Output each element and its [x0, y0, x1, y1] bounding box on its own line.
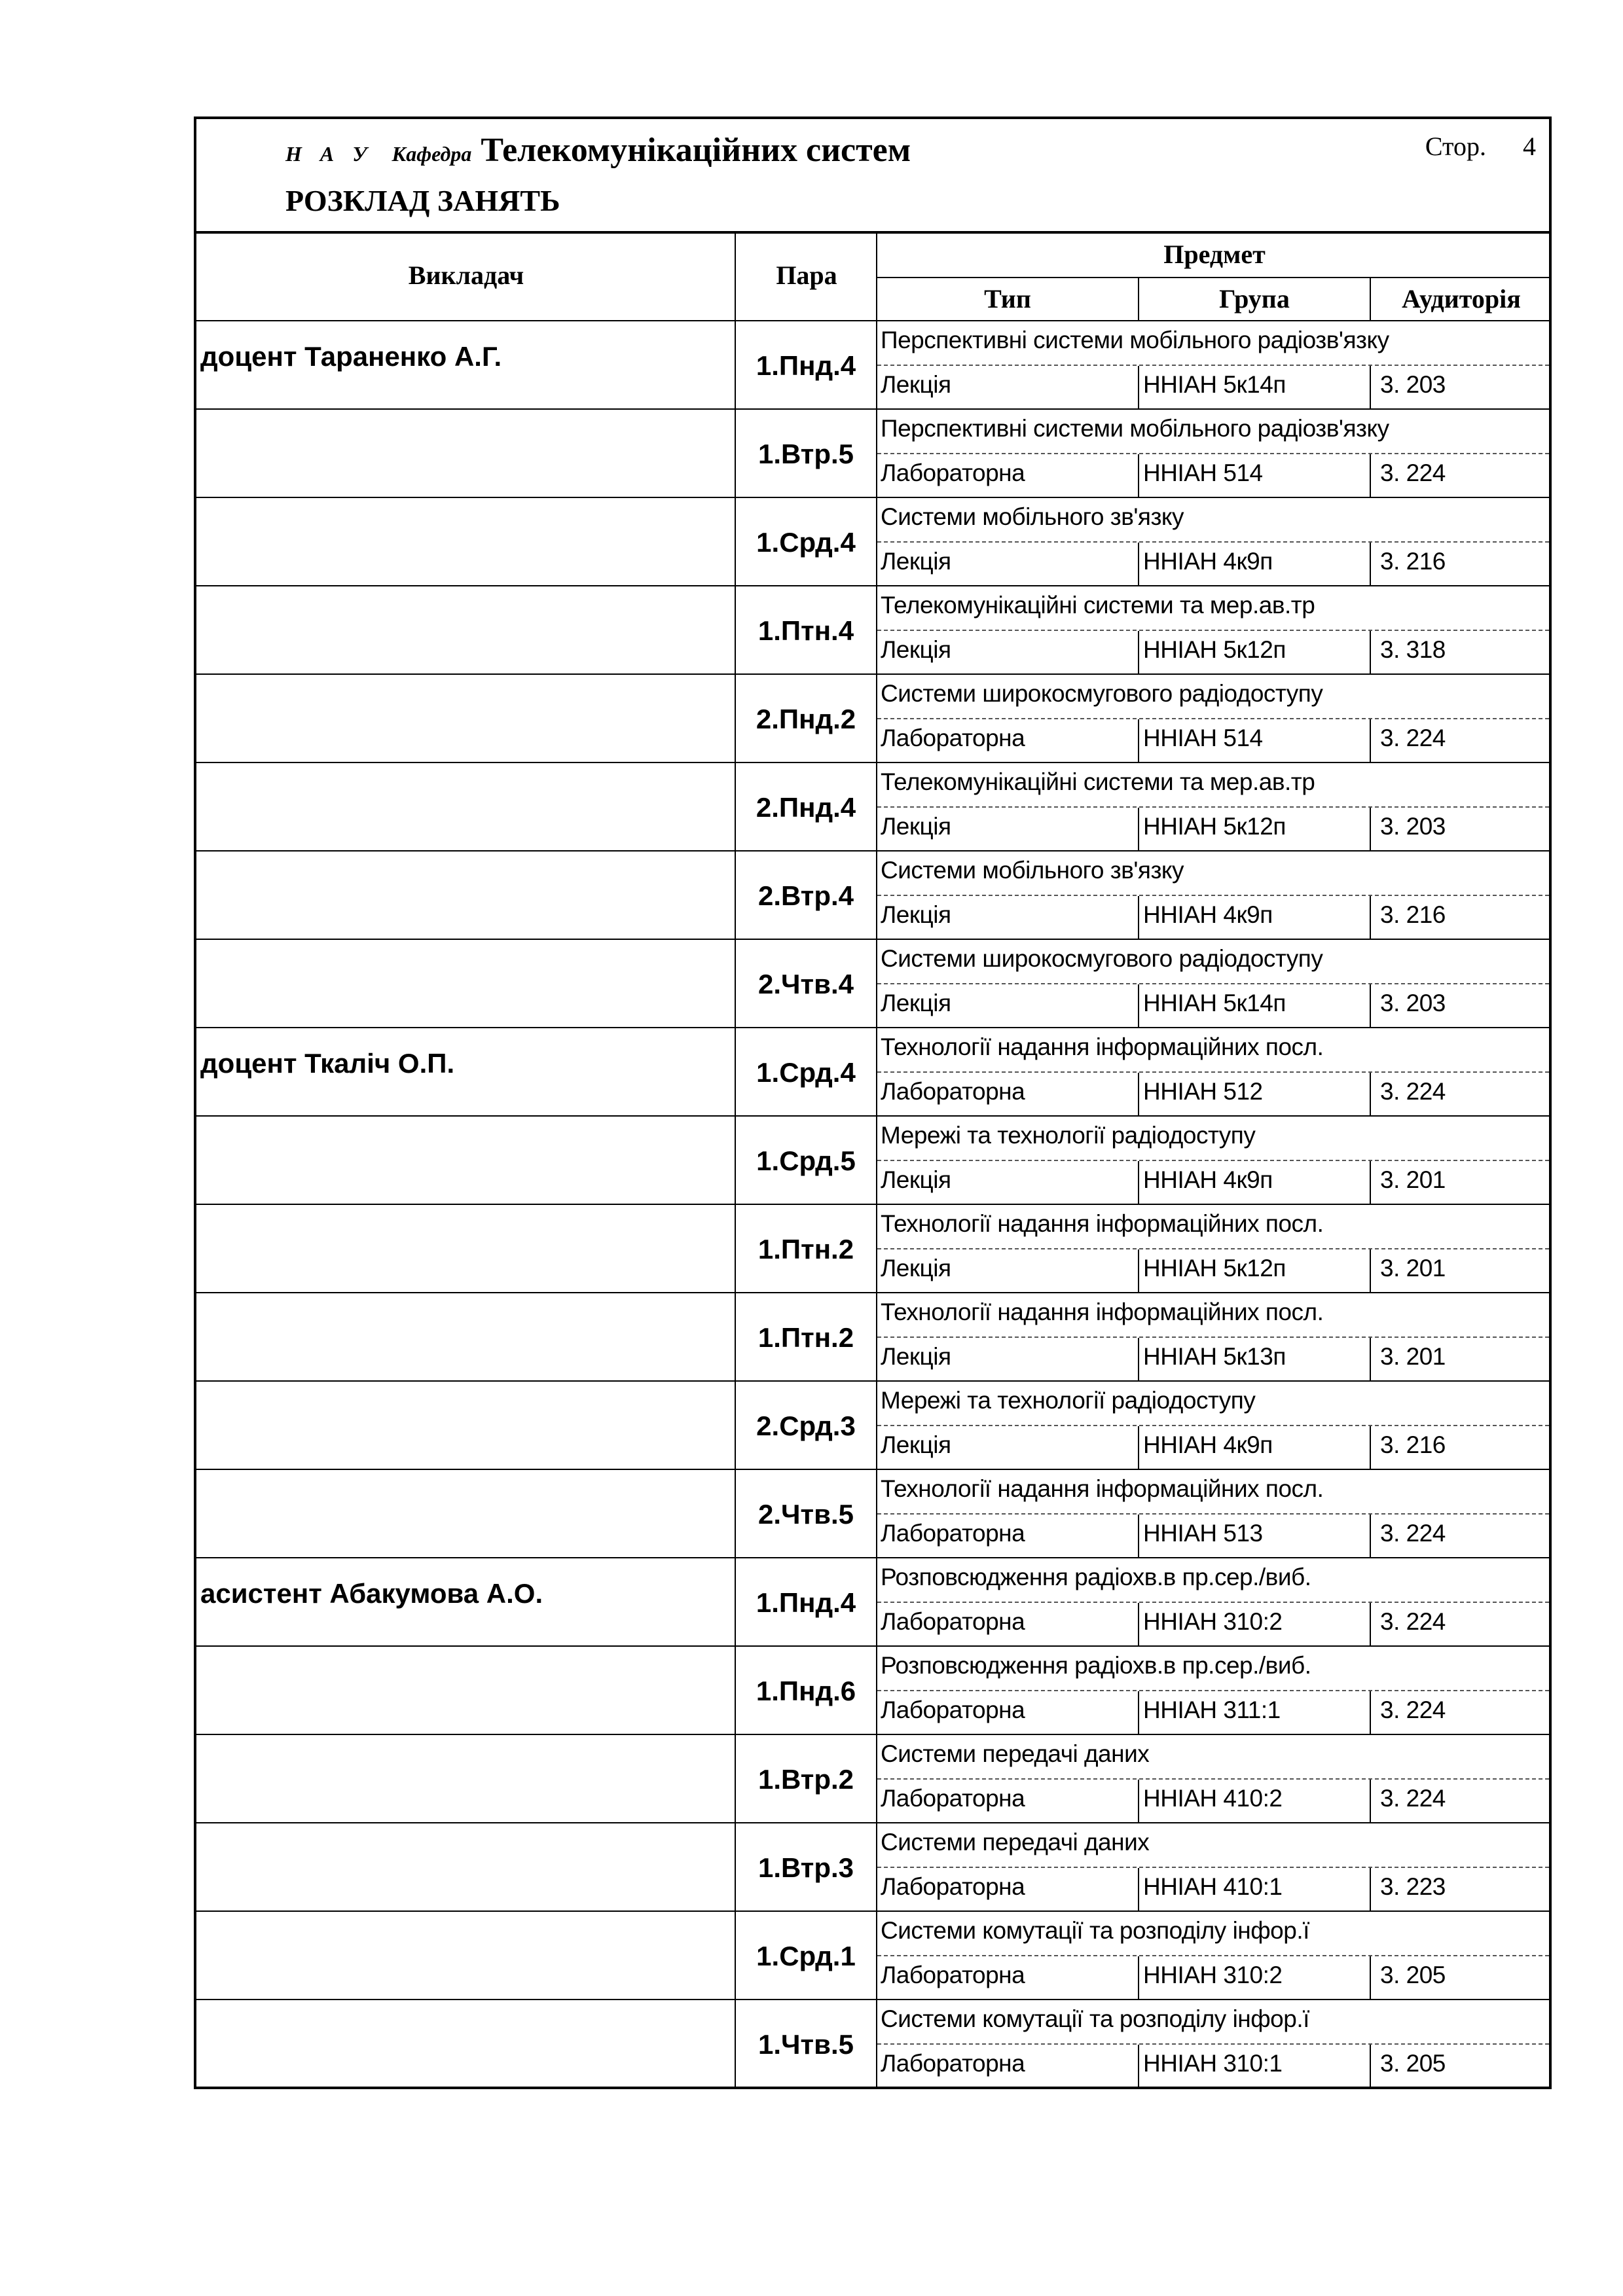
para-cell: 1.Пнд.4 [756, 350, 856, 381]
group-code: ННІАН 5к14п [1143, 990, 1286, 1016]
schedule-row [196, 1647, 1549, 1735]
room-number: 3. 224 [1380, 725, 1446, 751]
lesson-type: Лабораторна [881, 1873, 1025, 1900]
schedule-row [196, 1823, 1549, 1912]
group-room-divider [1370, 1426, 1371, 1470]
type-group-divider [1138, 1780, 1139, 1823]
type-group-divider [1138, 808, 1139, 852]
lesson-type: Лабораторна [881, 459, 1025, 486]
teacher-name: доцент Тараненко А.Г. [200, 341, 502, 372]
subject-name: Розповсюдження радіохв.в пр.сер./виб. [881, 1564, 1311, 1590]
para-cell: 2.Втр.4 [757, 880, 854, 911]
lesson-type: Лекція [881, 371, 951, 398]
type-group-divider [1138, 1249, 1139, 1293]
subject-divider [877, 2043, 1549, 2045]
group-room-divider [1370, 984, 1371, 1028]
room-number: 3. 224 [1380, 1520, 1446, 1547]
department-label: Кафедра [392, 142, 472, 166]
schedule-row [196, 1912, 1549, 2000]
para-cell: 1.Птн.2 [757, 1233, 854, 1265]
subject-divider [877, 541, 1549, 543]
type-group-divider [1138, 896, 1139, 940]
group-code: ННІАН 5к12п [1143, 1255, 1286, 1282]
lesson-type: Лекція [881, 1343, 951, 1370]
schedule-row [196, 1735, 1549, 1823]
room-number: 3. 224 [1380, 459, 1446, 486]
group-room-divider [1370, 1956, 1371, 2000]
schedule-row [196, 2000, 1549, 2089]
group-code: ННІАН 4к9п [1143, 901, 1273, 928]
subject-name: Системи мобільного зв'язку [881, 857, 1184, 884]
page-indicator [1425, 131, 1536, 162]
schedule-row [196, 1470, 1549, 1558]
lesson-type: Лабораторна [881, 1608, 1025, 1635]
schedule-row [196, 1558, 1549, 1647]
university-abbrev: Н А У [285, 142, 374, 166]
type-group-divider [1138, 1691, 1139, 1735]
schedule-row [196, 675, 1549, 763]
para-cell: 1.Втр.2 [757, 1763, 854, 1795]
para-cell: 1.Птн.4 [757, 615, 854, 646]
room-number: 3. 203 [1380, 371, 1446, 398]
lesson-type: Лабораторна [881, 2050, 1025, 2077]
group-code: ННІАН 310:1 [1143, 2050, 1283, 2077]
column-header [196, 234, 1549, 321]
subject-divider [877, 1160, 1549, 1161]
group-room-divider [1370, 719, 1371, 763]
schedule-row [196, 1205, 1549, 1293]
room-number: 3. 201 [1380, 1166, 1446, 1193]
type-group-divider [1138, 984, 1139, 1028]
group-code: ННІАН 5к12п [1143, 636, 1286, 663]
group-room-divider [1370, 808, 1371, 852]
schedule-row [196, 852, 1549, 940]
page-label: Стор. [1425, 132, 1486, 161]
subject-divider [877, 1248, 1549, 1249]
para-cell: 1.Втр.5 [757, 438, 854, 469]
subject-header-divider [877, 277, 1549, 278]
group-room-divider [1370, 1161, 1371, 1205]
subject-divider [877, 1602, 1549, 1603]
subject-name: Телекомунікаційні системи та мер.ав.тр [881, 768, 1315, 795]
subject-divider [877, 1071, 1549, 1073]
group-room-divider [1370, 1868, 1371, 1912]
group-room-divider [1370, 1691, 1371, 1735]
lesson-type: Лекція [881, 548, 951, 575]
schedule-row [196, 1293, 1549, 1382]
room-number: 3. 216 [1380, 901, 1446, 928]
para-cell: 1.Втр.3 [757, 1852, 854, 1883]
subject-name: Системи передачі даних [881, 1829, 1150, 1856]
page-title: РОЗКЛАД ЗАНЯТЬ [285, 184, 560, 217]
group-room-divider [1370, 543, 1371, 586]
group-code: ННІАН 5к14п [1143, 371, 1286, 398]
para-cell: 1.Срд.1 [756, 1940, 856, 1971]
room-number: 3. 223 [1380, 1873, 1446, 1900]
lesson-type: Лабораторна [881, 1785, 1025, 1812]
group-code: ННІАН 4к9п [1143, 1431, 1273, 1458]
group-room-divider [1370, 1073, 1371, 1117]
lesson-type: Лекція [881, 813, 951, 840]
type-group-divider [1138, 543, 1139, 586]
lesson-type: Лекція [881, 636, 951, 663]
department-name: Телекомунікаційних систем [481, 132, 911, 169]
teacher-name: доцент Ткаліч О.П. [200, 1048, 455, 1079]
para-cell: 2.Пнд.2 [756, 703, 856, 734]
schedule-row [196, 410, 1549, 498]
room-number: 3. 201 [1380, 1255, 1446, 1282]
column-header-group: Група [1219, 284, 1290, 314]
subject-name: Мережі та технології радіодоступу [881, 1122, 1256, 1149]
para-cell: 1.Срд.4 [756, 526, 856, 558]
para-cell: 2.Чтв.4 [758, 968, 854, 999]
subject-divider [877, 983, 1549, 984]
type-group-divider [1138, 631, 1139, 675]
room-number: 3. 205 [1380, 1962, 1446, 1988]
type-group-divider [1138, 366, 1139, 410]
room-number: 3. 201 [1380, 1343, 1446, 1370]
column-header-para: Пара [776, 260, 837, 290]
group-code: ННІАН 410:2 [1143, 1785, 1283, 1812]
subject-divider [877, 1425, 1549, 1426]
lesson-type: Лекція [881, 1431, 951, 1458]
room-number: 3. 224 [1380, 1608, 1446, 1635]
group-code: ННІАН 513 [1143, 1520, 1263, 1547]
header-line [285, 131, 911, 170]
subject-divider [877, 1867, 1549, 1868]
type-group-divider [1138, 454, 1139, 498]
group-code: ННІАН 4к9п [1143, 548, 1273, 575]
lesson-type: Лабораторна [881, 1078, 1025, 1105]
group-room-divider [1370, 1515, 1371, 1558]
subject-name: Телекомунікаційні системи та мер.ав.тр [881, 592, 1315, 619]
subject-divider [877, 1955, 1549, 1956]
type-group-divider [1138, 2045, 1139, 2089]
group-code: ННІАН 311:1 [1143, 1696, 1281, 1723]
group-room-divider [1370, 896, 1371, 940]
lesson-type: Лабораторна [881, 1696, 1025, 1723]
subject-divider [877, 1513, 1549, 1515]
room-number: 3. 203 [1380, 990, 1446, 1016]
subject-divider [877, 1690, 1549, 1691]
column-header-type: Тип [984, 284, 1031, 314]
document-header [196, 119, 1549, 234]
subject-name: Системи комутації та розподілу інфор.ї [881, 1917, 1309, 1944]
subject-name: Системи широкосмугового радіодоступу [881, 680, 1323, 707]
subject-divider [877, 895, 1549, 896]
group-room-divider [1370, 1249, 1371, 1293]
para-cell: 1.Срд.4 [756, 1056, 856, 1088]
teacher-name: асистент Абакумова А.О. [200, 1578, 543, 1609]
para-cell: 1.Чтв.5 [758, 2028, 854, 2060]
room-number: 3. 224 [1380, 1078, 1446, 1105]
subject-name: Системи мобільного зв'язку [881, 503, 1184, 530]
para-cell: 2.Чтв.5 [758, 1498, 854, 1530]
lesson-type: Лабораторна [881, 725, 1025, 751]
room-number: 3. 224 [1380, 1696, 1446, 1723]
group-code: ННІАН 5к12п [1143, 813, 1286, 840]
group-room-divider [1370, 1780, 1371, 1823]
column-header-subject: Предмет [1163, 240, 1266, 269]
para-cell: 1.Пнд.4 [756, 1587, 856, 1618]
type-group-divider [1138, 1868, 1139, 1912]
type-group-divider [1138, 1073, 1139, 1117]
group-code: ННІАН 310:2 [1143, 1608, 1283, 1635]
subject-name: Мережі та технології радіодоступу [881, 1387, 1256, 1414]
para-cell: 1.Пнд.6 [756, 1675, 856, 1706]
schedule-row [196, 940, 1549, 1028]
room-number: 3. 216 [1380, 548, 1446, 575]
group-code: ННІАН 5к13п [1143, 1343, 1286, 1370]
subject-divider [877, 630, 1549, 631]
room-number: 3. 318 [1380, 636, 1446, 663]
subject-name: Системи комутації та розподілу інфор.ї [881, 2005, 1309, 2032]
schedule-row [196, 1382, 1549, 1470]
subject-name: Системи широкосмугового радіодоступу [881, 945, 1323, 972]
room-number: 3. 216 [1380, 1431, 1446, 1458]
column-header-room: Аудиторія [1402, 284, 1521, 314]
group-code: ННІАН 514 [1143, 725, 1263, 751]
para-cell: 1.Срд.5 [756, 1145, 856, 1176]
para-cell: 2.Срд.3 [756, 1410, 856, 1441]
group-room-divider [1370, 1338, 1371, 1382]
type-group-divider [1138, 719, 1139, 763]
group-code: ННІАН 4к9п [1143, 1166, 1273, 1193]
schedule-sheet [194, 117, 1552, 2089]
subject-name: Перспективні системи мобільного радіозв'язку [881, 327, 1389, 353]
page-number: 4 [1523, 132, 1536, 161]
type-group-divider [1138, 1603, 1139, 1647]
subject-divider [877, 1336, 1549, 1338]
group-code: ННІАН 514 [1143, 459, 1263, 486]
subject-name: Технології надання інформаційних посл. [881, 1210, 1324, 1237]
subject-name: Перспективні системи мобільного радіозв'язку [881, 415, 1389, 442]
lesson-type: Лекція [881, 1255, 951, 1282]
group-code: ННІАН 512 [1143, 1078, 1263, 1105]
lesson-type: Лабораторна [881, 1520, 1025, 1547]
column-header-teacher: Викладач [408, 260, 524, 290]
type-group-divider [1138, 1161, 1139, 1205]
room-number: 3. 203 [1380, 813, 1446, 840]
group-room-divider [1370, 1603, 1371, 1647]
para-cell: 2.Пнд.4 [756, 791, 856, 823]
lesson-type: Лекція [881, 990, 951, 1016]
group-room-divider [1370, 454, 1371, 498]
subject-name: Технології надання інформаційних посл. [881, 1475, 1324, 1502]
schedule-row [196, 1028, 1549, 1117]
schedule-row [196, 763, 1549, 852]
subject-divider [877, 365, 1549, 366]
subject-name: Технології надання інформаційних посл. [881, 1033, 1324, 1060]
group-room-divider [1370, 631, 1371, 675]
room-number: 3. 205 [1380, 2050, 1446, 2077]
group-code: ННІАН 310:2 [1143, 1962, 1283, 1988]
type-group-divider [1138, 1956, 1139, 2000]
schedule-row [196, 586, 1549, 675]
lesson-type: Лекція [881, 901, 951, 928]
room-number: 3. 224 [1380, 1785, 1446, 1812]
para-cell: 1.Птн.2 [757, 1321, 854, 1353]
lesson-type: Лабораторна [881, 1962, 1025, 1988]
schedule-row [196, 1117, 1549, 1205]
schedule-row [196, 321, 1549, 410]
type-group-divider [1138, 1338, 1139, 1382]
subject-name: Технології надання інформаційних посл. [881, 1299, 1324, 1325]
group-room-divider [1370, 2045, 1371, 2089]
group-room-divider [1370, 366, 1371, 410]
subject-divider [877, 718, 1549, 719]
subject-name: Розповсюдження радіохв.в пр.сер./виб. [881, 1652, 1311, 1679]
subject-divider [877, 453, 1549, 454]
subject-divider [877, 806, 1549, 808]
type-group-divider [1138, 1426, 1139, 1470]
lesson-type: Лекція [881, 1166, 951, 1193]
subject-divider [877, 1778, 1549, 1780]
schedule-row [196, 498, 1549, 586]
type-group-divider [1138, 1515, 1139, 1558]
subject-name: Системи передачі даних [881, 1740, 1150, 1767]
group-code: ННІАН 410:1 [1143, 1873, 1283, 1900]
